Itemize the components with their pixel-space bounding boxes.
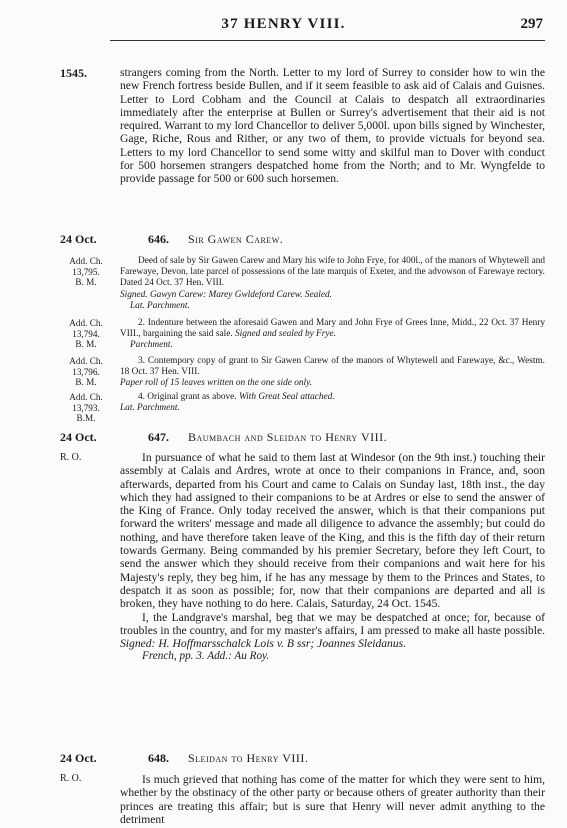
intro-paragraph [60, 66, 545, 186]
entry-647-para-1: In pursuance of what he said to them last at Windesor (on the 9th inst.) touching their assembly at Calais and Ardres, wrote at once to their companions in France, and, soon afterwards, departed from his Court and came to Calais on Sunday last, 18th inst., the day which they had assigned to their companions to be at Ardres or else to send the answer of the King of France. Only today received the answer, which is that their companions put forward the writers' message and made all diligence to advance the assembly; but could do nothing, and have therefore taken leave of the King, and this is the fifth day of their return towards Germany. Being commanded by his premier Secretary, before they left Court, to send the answer which they should receive from their companions and wait here for his Majesty's reply, they beg him, if he has any message by them to the Princes and States, to despatch it as soon as possible; for, now that their companions are departed and all is broken, they have nothing to do here. Calais, Saturday, 24 Oct. 1545. [120, 451, 545, 611]
entry-647-source: R. O. [60, 452, 82, 463]
doc-1 [120, 256, 545, 312]
entry-648-title: Sleidan to Henry VIII. [188, 751, 309, 765]
doc-4-seal: With Great Seal attached. [238, 392, 335, 402]
intro-text: strangers coming from the North. Letter to my lord of Surrey to consider how to win the new French fortress beside Bullen, and if it seem feasible to ask aid of Calais and Guisnes. Letter to Lord Cobham and the Council at Calais to despatch all extraordinaries immediately after the enterprise at Bullen or Surrey's advertisement that their aid is not required. Warrant to my lord Chancellor to deliver 5,000l. upon bills signed by Winchester, Gage, Riche, Rous and Rither, or any two of them, to provide victuals for beyond sea. Letters to my lord Chancellor to send some witty and skilful man to Dover with conduct for 500 horsemen strangers despatched home from the North; and to Mr. Wyngfelde to provide passage for 500 or 600 such horsemen. [120, 66, 545, 186]
entry-648-body [60, 773, 545, 826]
doc-2 [120, 318, 545, 352]
entry-647-signature: Signed: H. Hoffmarsschalck Lois v. B ssr; Joannes Sleidanus. [120, 637, 407, 651]
doc-4 [120, 392, 545, 414]
doc-2-material: Parchment. [130, 340, 173, 351]
page-number: 297 [520, 16, 543, 32]
doc-3-text: 3. Contempory copy of grant to Sir Gawen Carew of the manors of Whytewell and Farewaye, &c., Westm. 18 Oct. 37 Hen. VIII. [120, 356, 545, 378]
doc-3 [120, 356, 545, 390]
entry-646-number: 646. [148, 232, 169, 246]
entry-647-title: Baumbach and Sleidan to Henry VIII. [188, 430, 388, 444]
doc-1-source: Add. Ch. 13,795. B. M. [69, 256, 103, 288]
entry-647-language-note: French, pp. 3. Add.: Au Roy. [142, 650, 270, 663]
doc-2-text: 2. Indenture between the aforesaid Gawen and Mary and John Frye of Grees Inne, Midd., 22 Oct. 37 Henry VIII., bargaining the said sale. [120, 318, 545, 340]
entry-648-number: 648. [148, 751, 169, 765]
margin-year: 1545. [60, 66, 87, 80]
doc-1-signed: Signed. Gawyn Carew: Marey Gwldeford Carew. Sealed. [120, 289, 332, 300]
entry-646-title: Sir Gawen Carew. [188, 232, 284, 246]
entry-648-para-1: Is much grieved that nothing has come of the matter for which they were sent to him, whether by the obstinacy of the other party or because others of greater authority than their princes are treating this affair; but is sure that Henry will never admit anything to the detriment [120, 773, 545, 826]
doc-3-note: Paper roll of 15 leaves written on the one side only. [120, 378, 313, 389]
doc-4-material: Lat. Parchment. [120, 403, 180, 414]
doc-4-source: Add. Ch. 13,793. B.M. [69, 392, 103, 424]
entry-646-date: 24 Oct. [60, 232, 97, 246]
doc-2-source: Add. Ch. 13,794. B. M. [69, 318, 103, 350]
entry-648-date: 24 Oct. [60, 751, 97, 765]
doc-4-text: 4. Original grant as above. [138, 392, 237, 402]
doc-1-material: Lat. Parchment. [130, 300, 190, 311]
page-header-title: 37 HENRY VIII. [221, 16, 346, 32]
doc-1-text: Deed of sale by Sir Gawen Carew and Mary his wife to John Frye, for 400l., of the manors of Whytewell and Farewaye, Devon, late parcel of possessions of the late marquis of Exeter, and the advowson of Farewaye rectory. Dated 24 Oct. 37 Hen. VIII. [120, 256, 545, 289]
entry-647-body [60, 451, 545, 664]
header-rule [110, 40, 545, 41]
running-header [0, 16, 567, 38]
entry-647-para-2: I, the Landgrave's marshal, beg that we may be despatched at once; for, because of troubles in the country, and for my master's affairs, I am pressed to make all haste possible. [120, 610, 545, 637]
entry-647-date: 24 Oct. [60, 430, 97, 444]
doc-2-signed: Signed and sealed by Frye. [234, 329, 336, 340]
doc-3-source: Add. Ch. 13,796. B. M. [69, 356, 103, 388]
entry-648-source: R. O. [60, 773, 82, 784]
entry-647-number: 647. [148, 430, 169, 444]
